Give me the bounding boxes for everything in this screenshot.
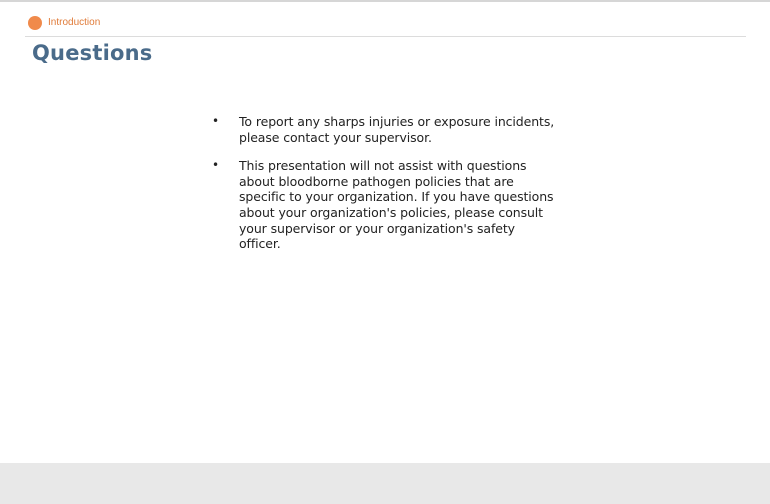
bullet-text: To report any sharps injuries or exposure incidents, please contact your supervisor. <box>239 114 555 145</box>
slide <box>0 2 770 463</box>
bullet-icon: • <box>212 114 219 128</box>
bullet-list <box>212 114 557 265</box>
section-dot-icon <box>28 16 42 30</box>
bullet-item-sharps-injuries <box>212 114 557 145</box>
bullet-item-policy-questions <box>212 158 557 252</box>
bullet-text: This presentation will not assist with questions about bloodborne pathogen policies that are specific to your organization. If you have questions about your organization's policies, please consult your supervisor or your organization's safety officer. <box>239 158 554 252</box>
header-divider <box>25 36 746 37</box>
bullet-icon: • <box>212 158 219 173</box>
footer-band <box>0 463 770 504</box>
section-label: Introduction <box>48 17 101 28</box>
page-title: Questions <box>32 41 153 65</box>
